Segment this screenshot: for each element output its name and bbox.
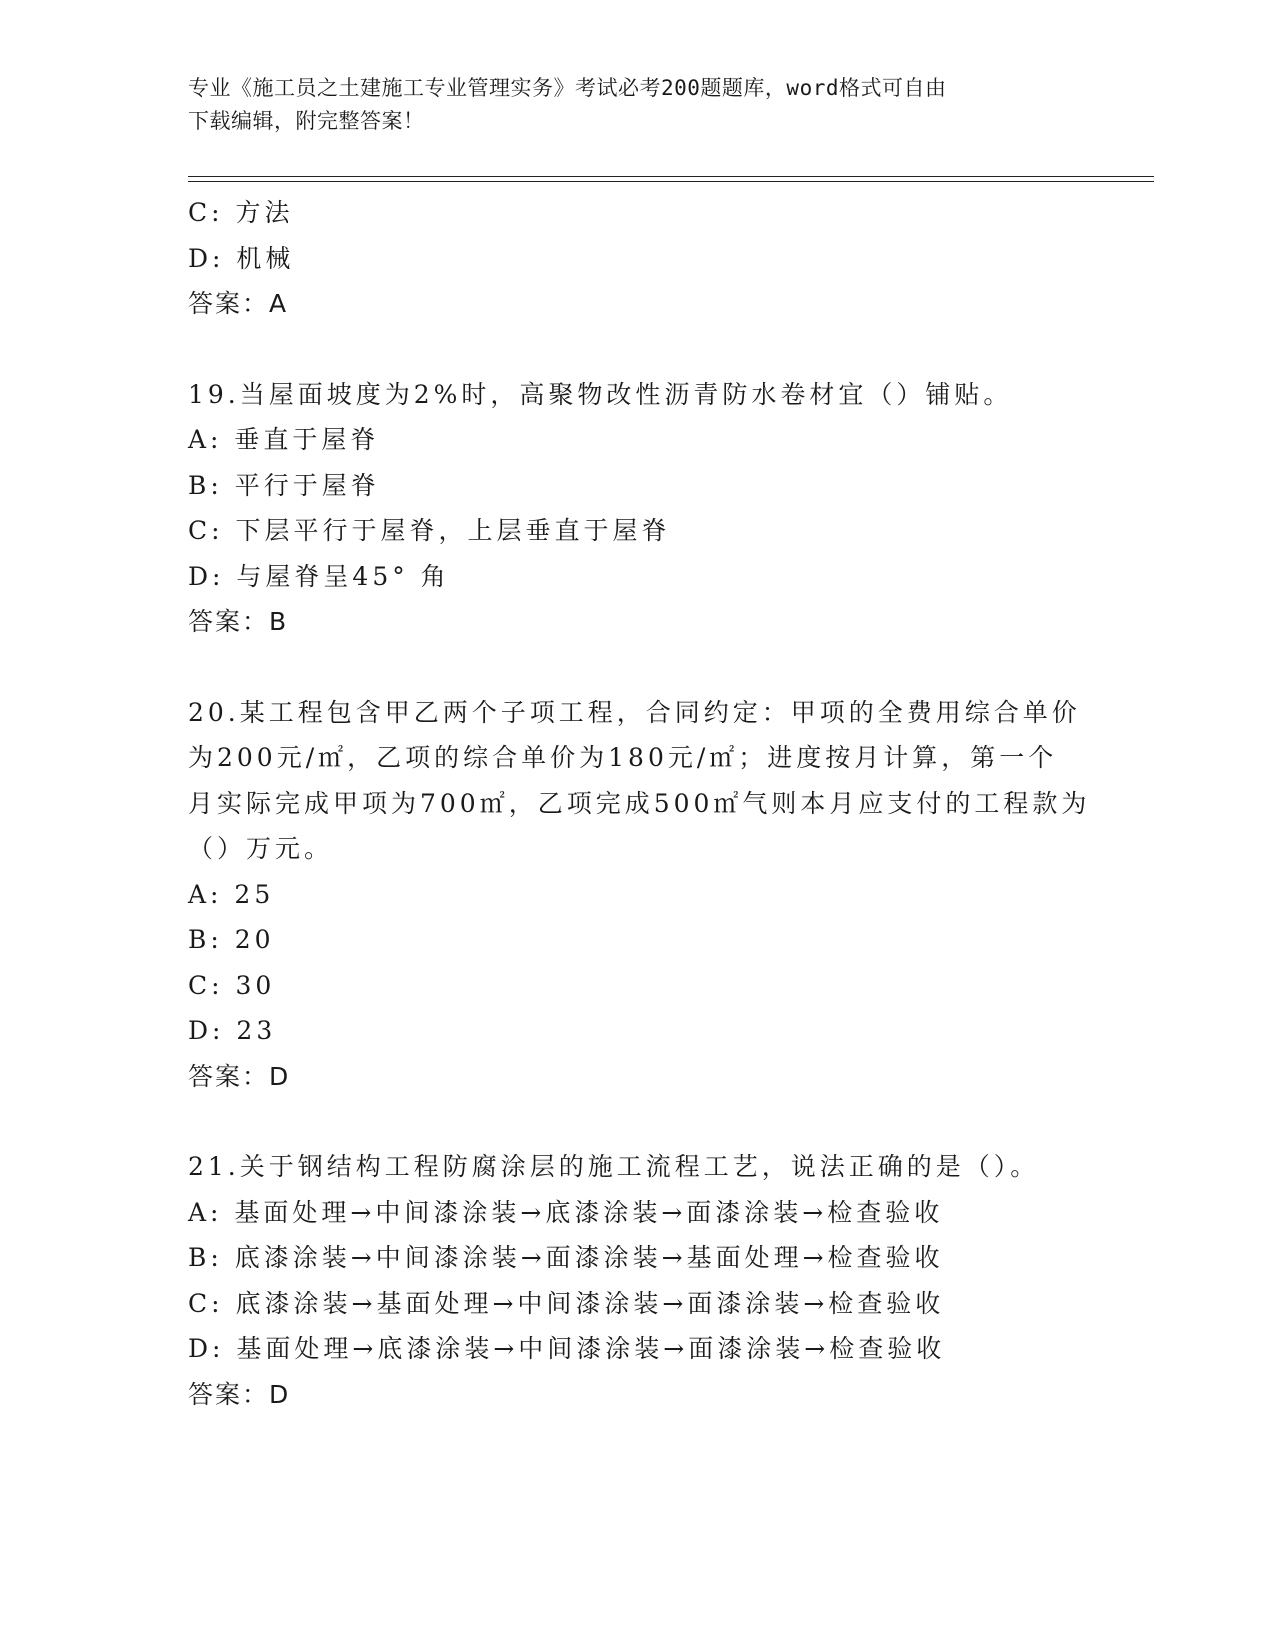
question-stem: 21.关于钢结构工程防腐涂层的施工流程工艺，说法正确的是（）。 — [188, 1152, 1040, 1181]
question-stem-line: 为200元/㎡，乙项的综合单价为180元/㎡；进度按月计算，第一个 — [188, 743, 1058, 772]
option-c: C: 方法 — [188, 198, 294, 227]
option-a: A: 基面处理→中间漆涂装→底漆涂装→面漆涂装→检查验收 — [188, 1197, 944, 1227]
header-line-1: 专业《施工员之土建施工专业管理实务》考试必考200题题库，word格式可自由 — [188, 76, 947, 100]
option-a: A: 垂直于屋脊 — [188, 425, 380, 454]
option-d: D: 基面处理→底漆涂装→中间漆涂装→面漆涂装→检查验收 — [188, 1334, 946, 1363]
spacer — [188, 1099, 1088, 1144]
answer-line: 答案：A — [188, 289, 289, 318]
question-21 — [188, 1144, 1088, 1417]
answer-line: 答案：D — [188, 1061, 291, 1091]
document-header — [188, 72, 1068, 138]
answer-line: 答案：B — [188, 607, 289, 636]
option-b: B: 底漆涂装→中间漆涂装→面漆涂装→基面处理→检查验收 — [188, 1243, 944, 1272]
question-18-tail — [188, 190, 1088, 327]
option-c: C: 30 — [188, 970, 276, 1000]
option-c: C: 下层平行于屋脊，上层垂直于屋脊 — [188, 516, 671, 545]
spacer — [188, 645, 1088, 690]
header-line-2: 下载编辑，附完整答案！ — [188, 109, 425, 133]
question-stem-line: 月实际完成甲项为700㎡，乙项完成500㎡气则本月应支付的工程款为 — [188, 788, 1091, 818]
option-d: D: 23 — [188, 1016, 277, 1045]
header-divider-thin — [188, 176, 1154, 177]
option-a: A: 25 — [188, 879, 275, 909]
header-divider-thick — [188, 181, 1154, 182]
option-b: B: 20 — [188, 925, 275, 954]
answer-line: 答案：D — [188, 1379, 291, 1409]
question-stem-line: 20.某工程包含甲乙两个子项工程，合同约定：甲项的全费用综合单价 — [188, 697, 1081, 727]
option-d: D: 与屋脊呈45° 角 — [188, 561, 450, 591]
question-list — [188, 190, 1091, 1417]
option-c: C: 底漆涂装→基面处理→中间漆涂装→面漆涂装→检查验收 — [188, 1288, 945, 1318]
option-b: B: 平行于屋脊 — [188, 470, 380, 500]
question-20 — [188, 690, 1091, 1100]
spacer — [188, 327, 1088, 372]
option-d: D: 机械 — [188, 243, 295, 273]
question-stem: 19.当屋面坡度为2%时，高聚物改性沥青防水卷材宜（）铺贴。 — [188, 379, 1013, 409]
question-19 — [188, 372, 1088, 645]
question-stem-line: （）万元。 — [188, 834, 334, 863]
